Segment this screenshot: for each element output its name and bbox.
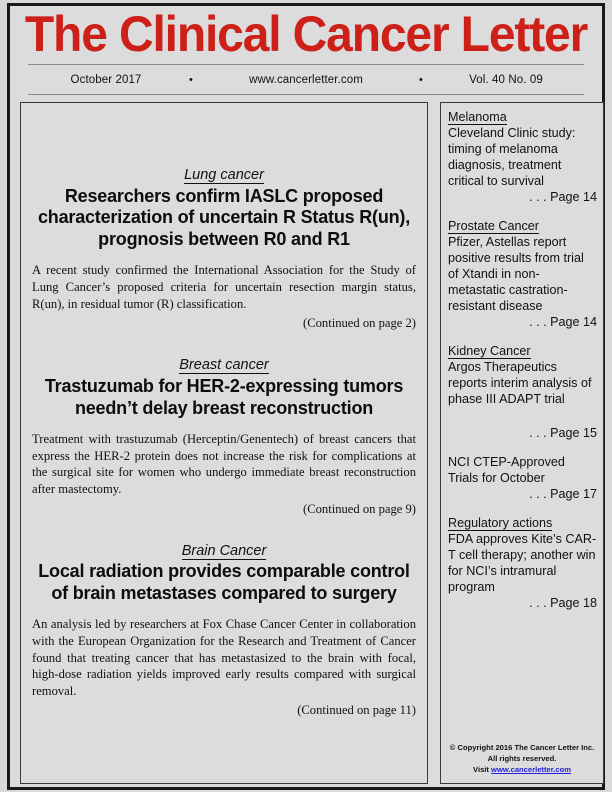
publication-title: The Clinical Cancer Letter: [24, 6, 588, 62]
toc-category-text: Kidney Cancer: [448, 343, 531, 358]
toc-category-text: Melanoma: [448, 110, 507, 124]
toc-category: [448, 344, 597, 360]
story-lung-cancer[interactable]: [32, 109, 416, 331]
toc-page-number[interactable]: . . . Page 15: [529, 425, 597, 440]
table-of-contents-column: [440, 102, 604, 784]
copyright-block: [441, 742, 603, 775]
toc-description: FDA approves Kite’s CAR-T cell therapy; another win for NCI’s intramural program: [448, 531, 597, 594]
story-headline[interactable]: Researchers confirm IASLC proposed characterization of uncertain R Status R(un), prognosis between R0 and R1: [37, 185, 411, 249]
toc-item-nci-ctep-trials[interactable]: [448, 455, 597, 503]
toc-item-prostate-cancer[interactable]: [448, 219, 597, 331]
story-continued-note: (Continued on page 11): [297, 703, 416, 718]
story-kicker-text: Lung cancer: [184, 167, 264, 183]
masthead: [10, 6, 602, 62]
toc-category-text: Prostate Cancer: [448, 218, 539, 233]
cancerletter-link[interactable]: www.cancerletter.com: [491, 765, 571, 774]
dateline-bar: [28, 66, 584, 94]
toc-page-number[interactable]: . . . Page 14: [529, 189, 597, 204]
toc-description: Pfizer, Astellas report positive results from trial of Xtandi in non-metastatic castration-resistant disease: [448, 234, 584, 313]
story-body: A recent study confirmed the International Association for the Study of Lung Cancer’s proposed criteria for uncertain resection margin status, R(un), in residual tumor (R) classification.: [32, 263, 416, 311]
story-continued-note: (Continued on page 9): [303, 501, 416, 516]
visit-label: Visit: [473, 765, 492, 774]
story-continued-note: (Continued on page 2): [303, 316, 416, 331]
page-border-frame: [7, 3, 605, 790]
toc-category-text: Regulatory actions: [448, 515, 553, 530]
toc-description: NCI CTEP-Approved Trials for October: [448, 454, 565, 485]
toc-page-number[interactable]: . . . Page 18: [529, 595, 597, 610]
story-headline[interactable]: Local radiation provides comparable control of brain metastases compared to surgery: [38, 561, 410, 603]
volume-number: Vol. 40 No. 09: [469, 74, 543, 86]
toc-page-number[interactable]: . . . Page 17: [529, 486, 597, 501]
toc-category: [448, 516, 597, 532]
toc-category: [448, 219, 597, 235]
issue-date: October 2017: [70, 74, 142, 86]
story-breast-cancer[interactable]: [32, 335, 416, 516]
website-url[interactable]: www.cancerletter.com: [249, 74, 363, 86]
dateline-bullet-1: •: [189, 74, 193, 86]
story-headline[interactable]: Trastuzumab for HER-2-expressing tumors needn’t delay breast reconstruction: [44, 375, 404, 418]
dateline-bullet-2: •: [419, 74, 423, 86]
toc-description: Cleveland Clinic study: timing of melanoma diagnosis, treatment critical to survival: [448, 125, 576, 188]
dateline-rule-bottom: [28, 94, 584, 95]
copyright-line-1: © Copyright 2016 The Cancer Letter Inc.: [449, 743, 595, 752]
toc-category: [448, 110, 597, 126]
story-body: An analysis led by researchers at Fox Chase Cancer Center in collaboration with the European Organization for the Research and Treatment of Cancer found that treating cancer that has metastasized to the brain with focal, high-dose radiation yields improved early results compared with surgical removal.: [32, 617, 416, 698]
story-brain-cancer[interactable]: [32, 521, 416, 719]
story-kicker: [32, 543, 416, 560]
copyright-visit-line: [441, 764, 603, 775]
copyright-line-2: All rights reserved.: [487, 754, 557, 763]
story-kicker-text: Breast cancer: [179, 357, 269, 374]
toc-item-melanoma[interactable]: [448, 110, 597, 206]
story-kicker: [32, 167, 416, 184]
story-kicker-text: Brain Cancer: [181, 542, 267, 559]
main-article-column: [20, 102, 428, 784]
toc-item-regulatory-actions[interactable]: [448, 516, 597, 612]
toc-description: Argos Therapeutics reports interim analysis of phase III ADAPT trial: [448, 359, 592, 406]
toc-item-kidney-cancer[interactable]: [448, 344, 597, 442]
story-body: Treatment with trastuzumab (Herceptin/Genentech) of breast cancers that express the HER-2 protein does not increase the risk for complications at the surgical site for women who undergo immediate breast reconstruction after mastectomy.: [32, 432, 416, 496]
story-kicker: [32, 357, 416, 374]
toc-page-number[interactable]: . . . Page 14: [529, 314, 597, 329]
dateline-rule-top: [28, 64, 584, 65]
